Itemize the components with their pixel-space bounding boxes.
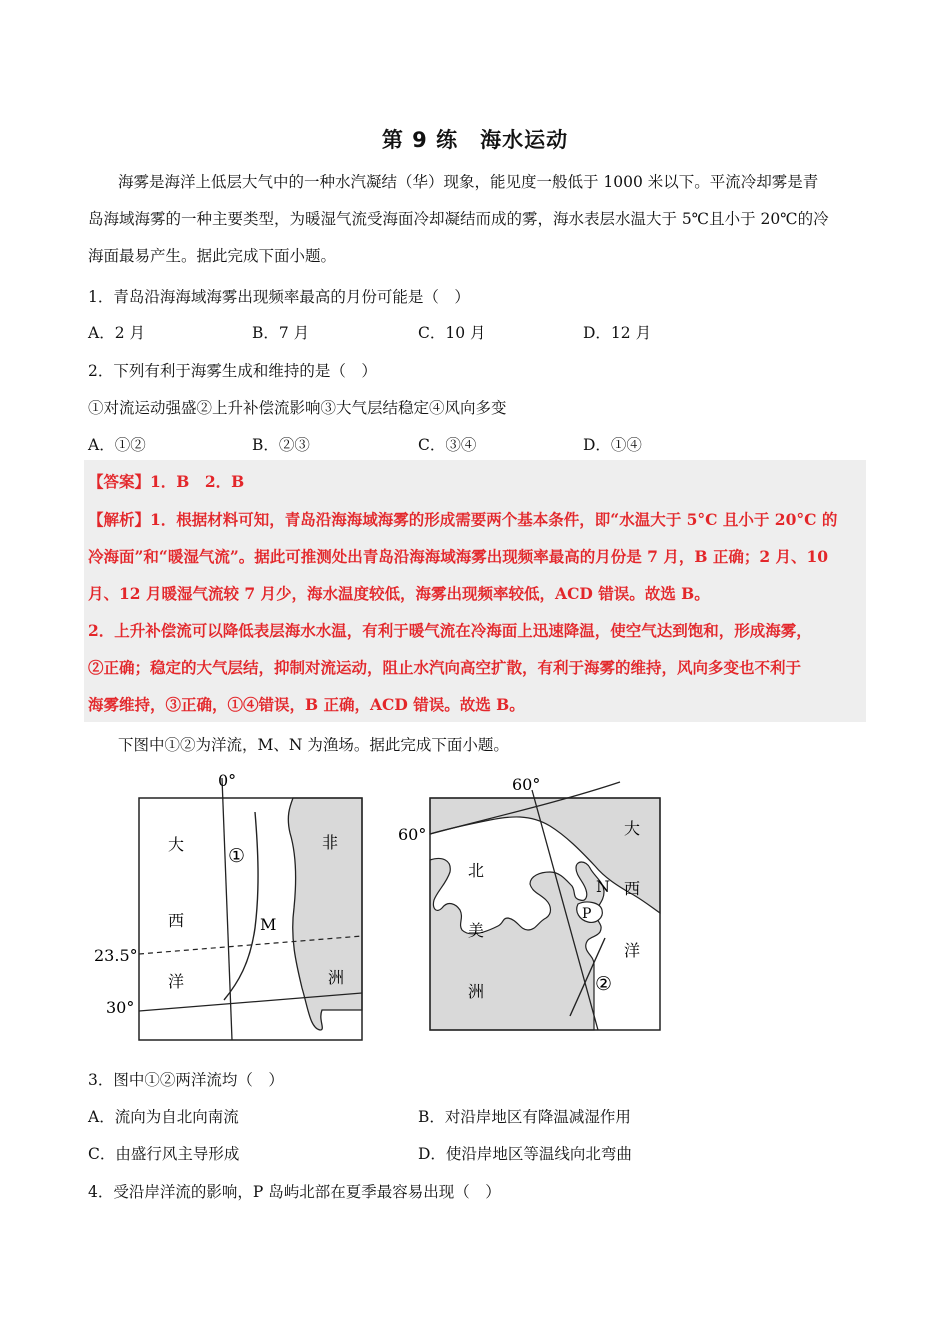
label-fishery-n: N [596, 877, 610, 896]
label-current-1: ① [228, 845, 246, 867]
label-na-2: 美 [468, 921, 485, 940]
label-current-2: ② [595, 973, 613, 995]
answer-text: 1．B 2．B [150, 472, 245, 491]
label-ocean-r-2: 西 [624, 879, 641, 898]
answer-label: 【答案】 [88, 472, 151, 491]
analysis-label: 【解析】 [88, 510, 151, 529]
intro1-line-2: 岛海域海雾的一种主要类型，为暖湿气流受海面冷却凝结而成的雾，海水表层水温大于 5℃且小于 20℃的冷 [88, 210, 829, 228]
label-continent-2: 洲 [328, 968, 345, 987]
label-continent-1: 非 [322, 833, 339, 852]
analysis-line-1 [88, 508, 837, 530]
label-lon-60: 60° [512, 775, 541, 794]
q3-option-d[interactable]: D．使沿岸地区等温线向北弯曲 [418, 1145, 632, 1163]
label-fishery-m: M [260, 915, 277, 934]
q2-option-b[interactable]: B．②③ [252, 436, 310, 454]
intro1-line-1: 海雾是海洋上低层大气中的一种水汽凝结（华）现象，能见度一般低于 1000 米以下。平流冷却雾是青 [118, 173, 819, 191]
q1-option-b[interactable]: B．7 月 [252, 324, 310, 342]
label-island-p: P [582, 906, 592, 922]
q2-option-d[interactable]: D．①④ [583, 436, 642, 454]
label-lat-30: 30° [106, 998, 135, 1017]
label-lon-0: 0° [218, 771, 237, 790]
label-ocean-r-1: 大 [624, 819, 641, 838]
q4-stem: 4．受沿岸洋流的影响，P 岛屿北部在夏季最容易出现（ ） [88, 1183, 501, 1201]
label-ocean-1: 大 [168, 835, 185, 854]
analysis-text-1: 1．根据材料可知，青岛沿海海域海雾的形成需要两个基本条件，即“水温大于 5°C 且小于 20°C 的 [150, 510, 838, 529]
answer-line [88, 470, 244, 492]
q3-option-a[interactable]: A．流向为自北向南流 [88, 1108, 239, 1126]
analysis-line-4: 2．上升补偿流可以降低表层海水水温，有利于暖气流在冷海面上迅速降温，使空气达到饱和，形成海雾， [88, 621, 812, 640]
label-na-3: 洲 [468, 982, 485, 1001]
intro2: 下图中①②为洋流，M、N 为渔场。据此完成下面小题。 [118, 736, 509, 754]
q2-items: ①对流运动强盛②上升补偿流影响③大气层结稳定④风向多变 [88, 399, 507, 417]
page-title: 第 9 练 海水运动 [381, 128, 569, 152]
analysis-line-3: 月、12 月暖湿气流较 7 月少，海水温度较低，海雾出现频率较低，ACD 错误。故选 B。 [88, 584, 710, 603]
map-right [390, 768, 680, 1053]
intro1-line-3: 海面最易产生。据此完成下面小题。 [88, 247, 337, 265]
analysis-line-5: ②正确；稳定的大气层结，抑制对流运动，阻止水汽向高空扩散，有利于海雾的维持，风向多变也不利于 [88, 658, 802, 677]
analysis-line-6: 海雾维持，③正确，①④错误，B 正确，ACD 错误。故选 B。 [88, 695, 525, 714]
q2-stem: 2．下列有利于海雾生成和维持的是（ ） [88, 362, 377, 380]
q2-option-c[interactable]: C．③④ [418, 436, 477, 454]
map-left [94, 768, 380, 1048]
label-ocean-2: 西 [168, 911, 185, 930]
label-ocean-r-3: 洋 [624, 941, 641, 960]
analysis-line-2: 冷海面”和“暖湿气流”。据此可推测处出青岛沿海海域海雾出现频率最高的月份是 7 月，B 正确；2 月、10 [88, 547, 829, 566]
label-na-1: 北 [468, 861, 485, 880]
q1-option-c[interactable]: C．10 月 [418, 324, 486, 342]
north-america-land [430, 859, 604, 1031]
q2-option-a[interactable]: A．①② [88, 436, 146, 454]
meridian-0 [222, 778, 232, 1040]
q1-option-d[interactable]: D．12 月 [583, 324, 652, 342]
label-ocean-3: 洋 [168, 972, 185, 991]
label-lat-23-5: 23.5° [94, 946, 138, 965]
q3-option-b[interactable]: B．对沿岸地区有降温减湿作用 [418, 1108, 631, 1126]
q1-option-a[interactable]: A．2 月 [88, 324, 145, 342]
label-lat-60: 60° [398, 825, 427, 844]
q3-stem: 3．图中①②两洋流均（ ） [88, 1071, 284, 1089]
q1-stem: 1．青岛沿海海域海雾出现频率最高的月份可能是（ ） [88, 288, 470, 306]
q3-option-c[interactable]: C．由盛行风主导形成 [88, 1145, 240, 1163]
